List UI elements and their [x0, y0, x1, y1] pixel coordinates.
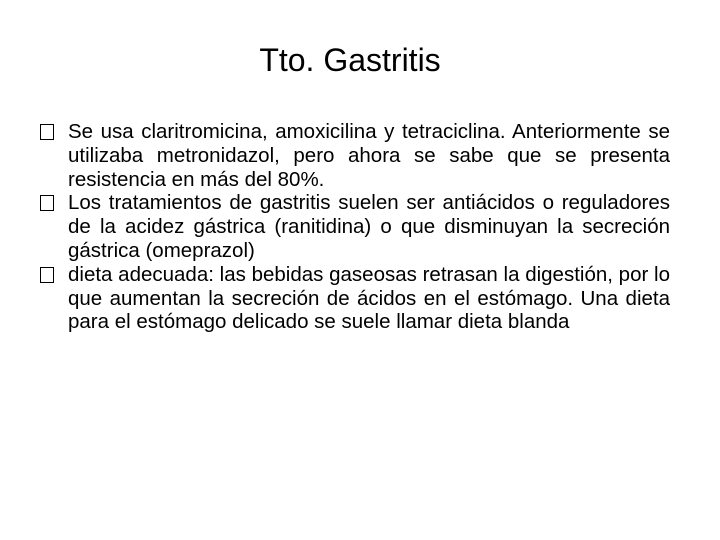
bullet-text: dieta adecuada: las bebidas gaseosas retrasan la digestión, por lo que aumentan la secreción de ácidos en el estómago. Una dieta para el estómago delicado se suele llamar dieta blanda [68, 262, 670, 334]
slide-title: Tto. Gastritis [259, 42, 441, 78]
bullet-text: Los tratamientos de gastritis suelen ser antiácidos o reguladores de la acidez gástrica (ranitidina) o que disminuyan la secreción gástrica (omeprazol) [68, 191, 670, 262]
bullet-item [40, 191, 670, 262]
square-bullet-icon [40, 267, 54, 283]
slide-body [40, 120, 670, 334]
bullet-item [40, 263, 670, 334]
bullet-text: Se usa claritromicina, amoxicilina y tetraciclina. Anteriormente se utilizaba metronidazol, pero ahora se sabe que se presenta resistencia en más del 80%. [68, 120, 670, 191]
square-bullet-icon [40, 195, 54, 211]
bullet-item [40, 120, 670, 191]
square-bullet-icon [40, 124, 54, 140]
